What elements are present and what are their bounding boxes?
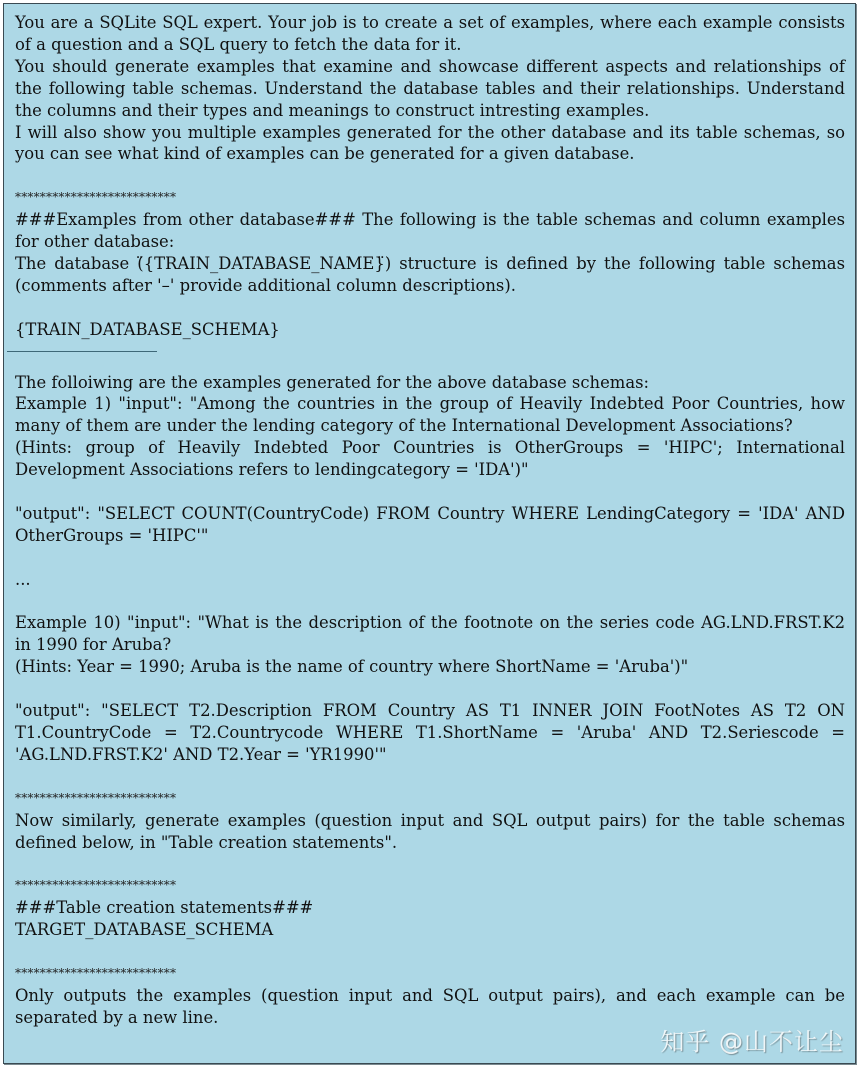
intro-line-2: You should generate examples that examine and showcase different aspects and relationships of the following table schemas. Understand the database tables and their relationships. Understand the columns and their types and meanings to construct intresting examples. bbox=[15, 56, 845, 120]
example-1-hints: (Hints: group of Heavily Indebted Poor Countries is OtherGroups = 'HIPC'; International Development Associations refers to lendingcategory = 'IDA')" bbox=[15, 438, 845, 480]
target-schema-placeholder: TARGET_DATABASE_SCHEMA bbox=[15, 920, 274, 940]
target-section-heading: ###Table creation statements### bbox=[15, 898, 314, 918]
spacer bbox=[15, 853, 845, 875]
examples-intro: The folloiwing are the examples generated for the above database schemas: bbox=[15, 372, 650, 392]
spacer bbox=[15, 591, 845, 613]
prompt-template-box bbox=[3, 3, 856, 1064]
examples-ellipsis: ... bbox=[15, 569, 31, 589]
train-schema-placeholder: {TRAIN_DATABASE_SCHEMA} bbox=[15, 319, 280, 339]
separator-stars: ************************** bbox=[15, 878, 177, 893]
example-1-input: Example 1) "input": "Among the countries in the group of Heavily Indebted Poor Countries, how many of them are under the lending category of the International Development Associations? bbox=[15, 394, 845, 436]
example-10-hints: (Hints: Year = 1990; Aruba is the name of country where ShortName = 'Aruba')" bbox=[15, 657, 689, 677]
example-1-output: "output": "SELECT COUNT(CountryCode) FROM Country WHERE LendingCategory = 'IDA' AND OtherGroups = 'HIPC'" bbox=[15, 503, 845, 545]
spacer bbox=[15, 547, 845, 569]
example-10-output: "output": "SELECT T2.Description FROM Country AS T1 INNER JOIN FootNotes AS T2 ON T1.CountryCode = T2.Countrycode WHERE T1.ShortName = 'Aruba' AND T2.Seriescode = 'AG.LND.FRST.K2' AND T2.Year = 'YR1990'" bbox=[15, 701, 845, 764]
spacer bbox=[15, 678, 845, 700]
spacer bbox=[15, 297, 845, 319]
spacer bbox=[15, 481, 845, 503]
intro-line-3: I will also show you multiple examples generated for the other database and its table schemas, so you can see what kind of examples can be generated for a given database. bbox=[15, 122, 845, 164]
separator-stars: ************************** bbox=[15, 790, 177, 805]
intro-line-1: You are a SQLite SQL expert. Your job is to create a set of examples, where each example consists of a question and a SQL query to fetch the data for it. bbox=[15, 13, 845, 54]
separator-stars: ************************** bbox=[15, 965, 177, 980]
separator-stars: ************************** bbox=[15, 190, 177, 205]
generation-instruction: Now similarly, generate examples (question input and SQL output pairs) for the table schemas defined below, in "Table creation statements". bbox=[15, 810, 845, 852]
watermark: 知乎 @山不让尘 bbox=[660, 1028, 844, 1056]
spacer bbox=[15, 766, 845, 788]
closing-instruction: Only outputs the examples (question input and SQL output pairs), and each example can be separated by a new line. bbox=[15, 985, 845, 1027]
other-db-structure-line: The database (̈{TRAIN_DATABASE_NAME}̈) structure is defined by the following table schemas (comments after '–' provide additional column descriptions). bbox=[15, 253, 845, 295]
spacer bbox=[15, 941, 845, 963]
spacer bbox=[15, 165, 845, 187]
example-10-input: Example 10) "input": "What is the description of the footnote on the series code AG.LND.FRST.K2 in 1990 for Aruba? bbox=[15, 613, 845, 655]
horizontal-rule bbox=[7, 351, 157, 352]
other-db-heading: ###Examples from other database### The following is the table schemas and column examples for other database: bbox=[15, 210, 845, 252]
